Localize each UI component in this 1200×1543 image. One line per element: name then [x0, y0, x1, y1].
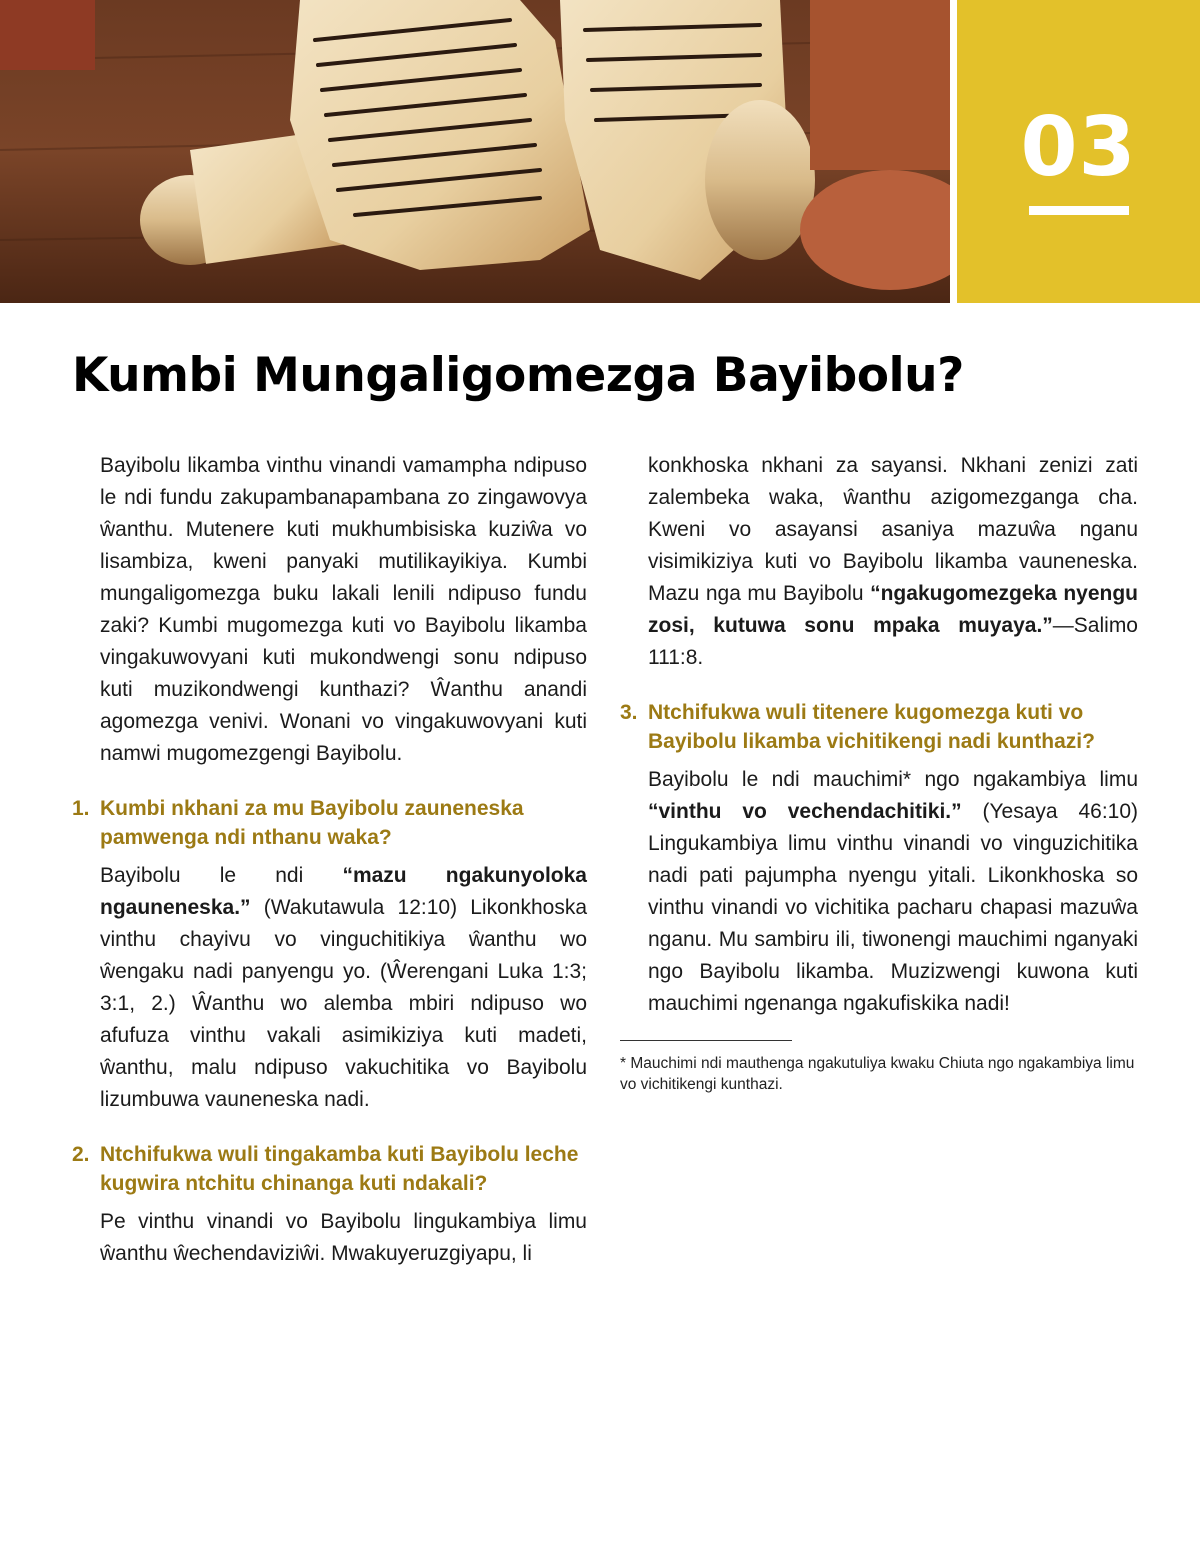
footnote: * Mauchimi ndi mauthenga ngakutuliya kwaku Chiuta ngo ngakambiya limu vo vichitikengi kunthazi.	[620, 1055, 1135, 1093]
answer-3-paragraph	[620, 764, 1138, 1020]
answer-text: Pe vinthu vinandi vo Bayibolu lingukambiya limu ŵanthu ŵechendaviziŵi. Mwakuyeruzgiyapu, li	[100, 1210, 587, 1265]
answer-text: Bayibolu le ndi	[100, 864, 343, 887]
answer-quote: “ngakugomezgeka nyengu zosi, kutuwa sonu mpaka muyaya.”	[648, 582, 1138, 637]
answer-text: —Salimo 111:8.	[648, 614, 1138, 669]
question-number: 3.	[620, 701, 638, 724]
question-text: Ntchifukwa wuli tingakamba kuti Bayibolu leche kugwira ntchitu chinanga kuti ndakali?	[100, 1143, 579, 1195]
right-column	[620, 450, 1138, 1095]
lesson-number: 03	[1020, 100, 1137, 195]
answer-1-paragraph	[72, 860, 587, 1116]
answer-quote: “mazu ngakunyoloka ngauneneska.”	[100, 864, 587, 919]
question-number: 1.	[72, 797, 90, 820]
answer-text: (Wakutawula 12:10) Likonkhoska vinthu chayivu vo vinguchitikiya ŵanthu wo ŵengaku nadi panyengu yo. (Ŵerengani Luka 1:3; 3:1, 2.) Ŵanthu wo alemba mbiri ndipuso wo afufuza vinthu vakali asimikiziya kuti madeti, ŵanthu, malu ndipuso vakuchitika vo Bayibolu lizumbuwa vauneneska nadi.	[100, 896, 587, 1111]
answer-text: konkhoska nkhani za sayansi. Nkhani zenizi zati zalembeka waka, ŵanthu azigomezganga cha. Kweni vo asayansi asaniya mazuŵa nganu visimikiziya kuti vo Bayibolu likamba vauneneska. Mazu nga mu Bayibolu	[648, 454, 1138, 605]
footnote-divider	[620, 1040, 792, 1041]
hero-image	[0, 0, 950, 303]
question-text: Kumbi nkhani za mu Bayibolu zauneneska pamwenga ndi nthanu waka?	[100, 797, 524, 849]
intro-paragraph: Bayibolu likamba vinthu vinandi vamampha ndipuso le ndi fundu zakupambanapambana zo zingawovya ŵanthu. Mutenere kuti mukhumbisiska kuziŵa vo lisambiza, kweni panyaki mutilikayikiya. Kumbi mungaligomezga buku lakali lenili ndipuso fundu zaki? Kumbi mugomezga kuti vo Bayibolu likamba vingakuwovyani kuti mukondwengi sonu ndipuso kuti muzikondwengi kunthazi? Ŵanthu anandi agomezga venivi. Wonani vo vingakuwovyani kuti namwi mugomezgengi Bayibolu.	[100, 454, 587, 765]
question-2	[72, 1140, 587, 1198]
answer-2-continued	[620, 450, 1138, 674]
answer-2-paragraph	[72, 1206, 587, 1270]
answer-text: (Yesaya 46:10) Lingukambiya limu vinthu vinandi vo vinguzichitika nadi pati pajumpha nyengu yitali. Likonkhoska so vinthu vinandi vo vichitika pacharu chapasi mazuŵa nganu. Mu sambiru ili, tiwonengi mauchimi nganyaki ngo Bayibolu likamba. Muzizwengi kuwona kuti mauchimi ngenanga ngakufiskika nadi!	[648, 800, 1139, 1015]
answer-text: Bayibolu le ndi mauchimi* ngo ngakambiya limu	[648, 768, 1138, 791]
question-3	[620, 698, 1138, 756]
question-1	[72, 794, 587, 852]
lesson-badge	[957, 0, 1200, 303]
page-title: Kumbi Mungaligomezga Bayibolu?	[72, 348, 964, 403]
question-text: Ntchifukwa wuli titenere kugomezga kuti vo Bayibolu likamba vichitikengi nadi kunthazi?	[648, 701, 1095, 753]
lesson-number-underline	[1029, 206, 1129, 215]
question-number: 2.	[72, 1143, 90, 1166]
answer-quote: “vinthu vo vechendachitiki.”	[648, 800, 962, 823]
left-column	[72, 450, 587, 1270]
